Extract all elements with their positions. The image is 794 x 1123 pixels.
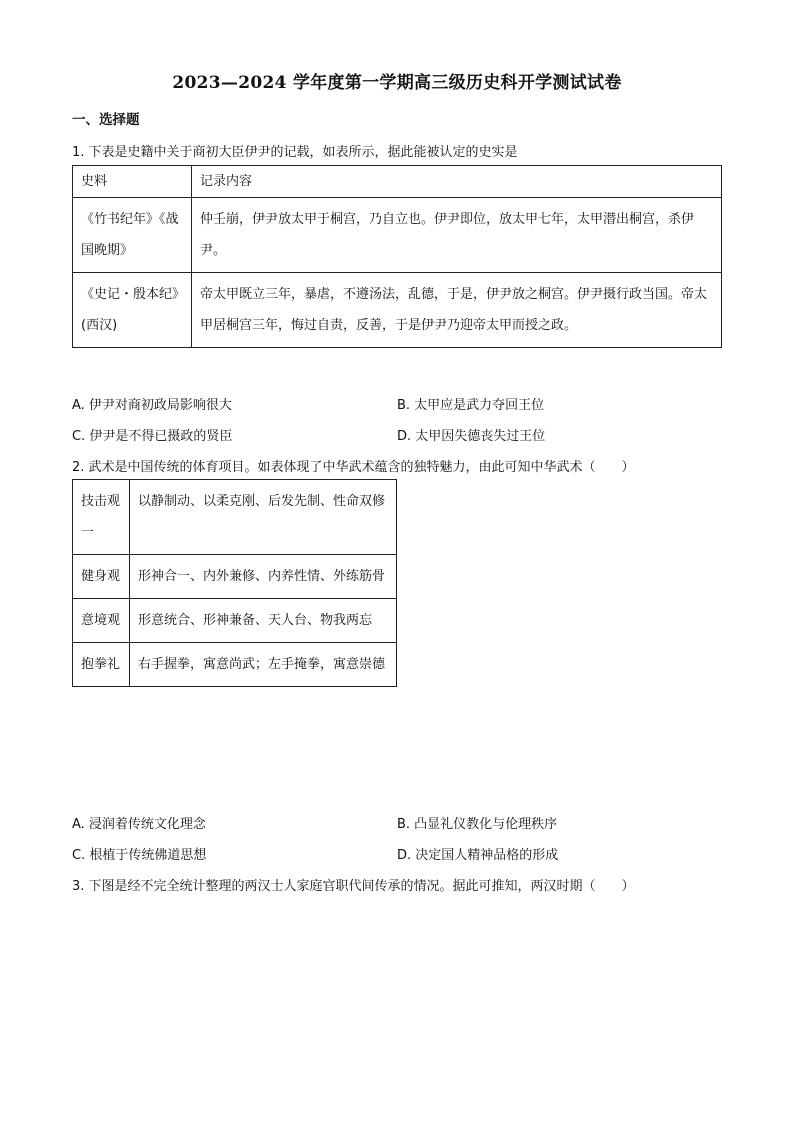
table-row — [73, 273, 722, 348]
table-cell-content: 帝太甲既立三年，暴虐，不遵汤法，乱德，于是，伊尹放之桐宫。伊尹摄行政当国。帝太甲居桐宫三年，悔过自责，反善，于是伊尹乃迎帝太甲而授之政。 — [192, 273, 722, 348]
table-cell-label: 意境观 — [73, 599, 130, 643]
question-2-option-d: D. 决定国人精神品格的形成 — [397, 848, 559, 863]
question-1-stem: 1. 下表是史籍中关于商初大臣伊尹的记载，如表所示，据此能被认定的史实是 — [72, 145, 518, 160]
table-cell-label: 健身观 — [73, 555, 130, 599]
table-row — [73, 555, 397, 599]
table-cell-source: 《竹书纪年》《战国晚期》 — [73, 198, 192, 273]
table-row — [73, 599, 397, 643]
question-2-option-a: A. 浸润着传统文化理念 — [72, 817, 206, 832]
question-1-option-d: D. 太甲因失德丧失过王位 — [397, 429, 546, 444]
table-cell-content: 形意统合、形神兼备、天人台、物我两忘 — [130, 599, 397, 643]
question-1-option-b: B. 太甲应是武力夺回王位 — [397, 398, 545, 413]
table-row — [73, 643, 397, 687]
question-2-option-c: C. 根植于传统佛道思想 — [72, 848, 207, 863]
section-heading: 一、选择题 — [72, 112, 140, 128]
table-header-row — [73, 166, 722, 198]
question-2-table — [72, 479, 397, 687]
table-header-cell: 史料 — [73, 166, 192, 198]
table-header-cell: 记录内容 — [192, 166, 722, 198]
page-title: 2023—2024 学年度第一学期高三级历史科开学测试试卷 — [172, 73, 622, 93]
table-cell-label: 抱拳礼 — [73, 643, 130, 687]
table-row — [73, 198, 722, 273]
table-cell-content: 形神合一、内外兼修、内养性情、外练筋骨 — [130, 555, 397, 599]
table-cell-content: 右手握拳，寓意尚武；左手掩拳，寓意崇德 — [130, 643, 397, 687]
table-cell-source: 《史记・殷本纪》(西汉) — [73, 273, 192, 348]
table-row — [73, 480, 397, 555]
question-1-option-c: C. 伊尹是不得已摄政的贤臣 — [72, 429, 233, 444]
question-2-option-b: B. 凸显礼仪教化与伦理秩序 — [397, 817, 558, 832]
table-cell-content: 仲壬崩，伊尹放太甲于桐宫，乃自立也。伊尹即位，放太甲七年，太甲潜出桐宫，杀伊尹。 — [192, 198, 722, 273]
table-cell-label: 技击观一 — [73, 480, 130, 555]
question-3-stem: 3. 下图是经不完全统计整理的两汉士人家庭官职代间传承的情况。据此可推知，两汉时期（ ） — [72, 879, 635, 894]
question-1-table — [72, 165, 722, 348]
question-2-stem: 2. 武术是中国传统的体育项目。如表体现了中华武术蕴含的独特魅力，由此可知中华武术（ ） — [72, 460, 635, 475]
question-1-option-a: A. 伊尹对商初政局影响很大 — [72, 398, 232, 413]
table-cell-content: 以静制动、以柔克刚、后发先制、性命双修 — [130, 480, 397, 555]
